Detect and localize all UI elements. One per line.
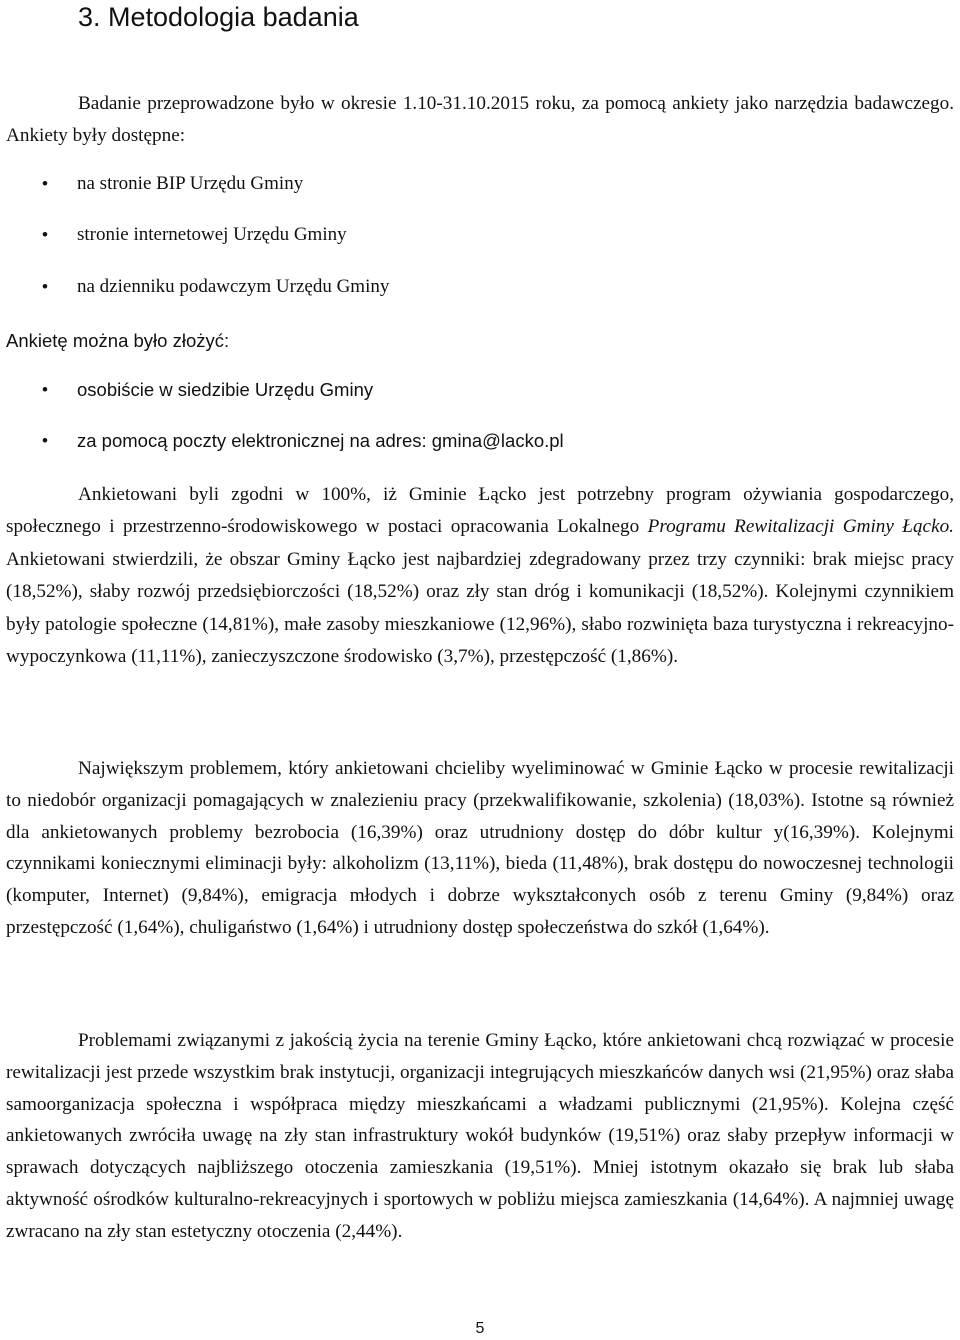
paragraph-survey-results xyxy=(6,479,954,673)
paragraph-text: Ankietowani byli zgodni w 100%, iż Gminie Łącko jest potrzebny program ożywiania gospodarczego, społecznego i przestrzenno-środowiskowego w postaci opracowania Lokalnego xyxy=(6,484,954,538)
page-number: 5 xyxy=(475,1320,485,1337)
list-item xyxy=(0,375,940,405)
list-item xyxy=(0,272,940,302)
paragraph-text: Ankietowani stwierdzili, że obszar Gminy Łącko jest najbardziej zdegradowany przez trzy czynniki: brak miejsc pracy (18,52%), słaby rozwój przedsiębiorczości (18,52%) oraz zły stan dróg i komunikacji (18,52%). Kolejnymi czynnikiem były patologie społeczne (14,81%), małe zasoby mieszkaniowe (12,96%), słabo rozwinięta baza turystyczna i rekreacyjno-wypoczynkowa (11,11%), zanieczyszczone środowisko (3,7%), przestępczość (1,86%). xyxy=(6,548,954,668)
bullet-icon: • xyxy=(42,174,48,193)
paragraph-main-problems: Największym problemem, który ankietowani chcieliby wyeliminować w Gminie Łącko w procesie rewitalizacji to niedobór organizacji pomagających w znalezieniu pracy (przekwalifikowanie, szkolenia) (18,03%). Istotne są również dla ankietowanych problemy bezrobocia (16,39%) oraz utrudniony dostęp do dóbr kultur y(16,39%). Kolejnymi czynnikami koniecznymi eliminacji były: alkoholizm (13,11%), bieda (11,48%), brak dostępu do nowoczesnej technologii (komputer, Internet) (9,84%), emigracja młodych i dobrze wykształconych osób z terenu Gminy (9,84%) oraz przestępczość (1,64%), chuligaństwo (1,64%) i utrudniony dostęp społeczeństwa do szkół (1,64%). xyxy=(6,758,954,938)
list-item-text: osobiście w siedzibie Urzędu Gminy xyxy=(77,379,374,400)
program-title: Programu Rewitalizacji Gminy Łącko. xyxy=(647,516,954,538)
submission-lead: Ankietę można było złożyć: xyxy=(6,330,230,351)
list-item xyxy=(0,220,940,250)
list-item-text: stronie internetowej Urzędu Gminy xyxy=(77,224,347,245)
list-item-text: na stronie BIP Urzędu Gminy xyxy=(77,173,304,194)
list-item xyxy=(0,426,940,456)
bullet-icon: • xyxy=(42,225,48,244)
list-item xyxy=(0,169,940,199)
bullet-icon: • xyxy=(42,277,48,296)
section-heading: 3. Metodologia badania xyxy=(78,2,359,32)
paragraph-survey-period: Badanie przeprowadzone było w okresie 1.10-31.10.2015 roku, za pomocą ankiety jako narzędzia badawczego. Ankiety były dostępne: xyxy=(6,93,954,146)
list-item-text: za pomocą poczty elektronicznej na adres: gmina@lacko.pl xyxy=(77,430,564,451)
list-item-text: na dzienniku podawczym Urzędu Gminy xyxy=(77,276,390,297)
bullet-icon: • xyxy=(42,380,48,399)
bullet-icon: • xyxy=(42,431,48,450)
paragraph-quality-of-life: Problemami związanymi z jakością życia na terenie Gminy Łącko, które ankietowani chcą rozwiązać w procesie rewitalizacji jest przede wszystkim brak instytucji, organizacji integrujących mieszkańców danych wsi (21,95%) oraz słaba samoorganizacja społeczna i współpraca między mieszkańcami a władzami publicznymi (21,95%). Kolejna część ankietowanych zwróciła uwagę na zły stan infrastruktury wokół budynków (19,51%) oraz słaby przepływ informacji w sprawach dotyczących najbliższego otoczenia zamieszkania (19,51%). Mniej istotnym okazało się brak lub słaba aktywność ośrodków kulturalno-rekreacyjnych i sportowych w pobliżu miejsca zamieszkania (14,64%). A najmniej uwagę zwracano na zły stan estetyczny otoczenia (2,44%). xyxy=(6,1030,954,1242)
